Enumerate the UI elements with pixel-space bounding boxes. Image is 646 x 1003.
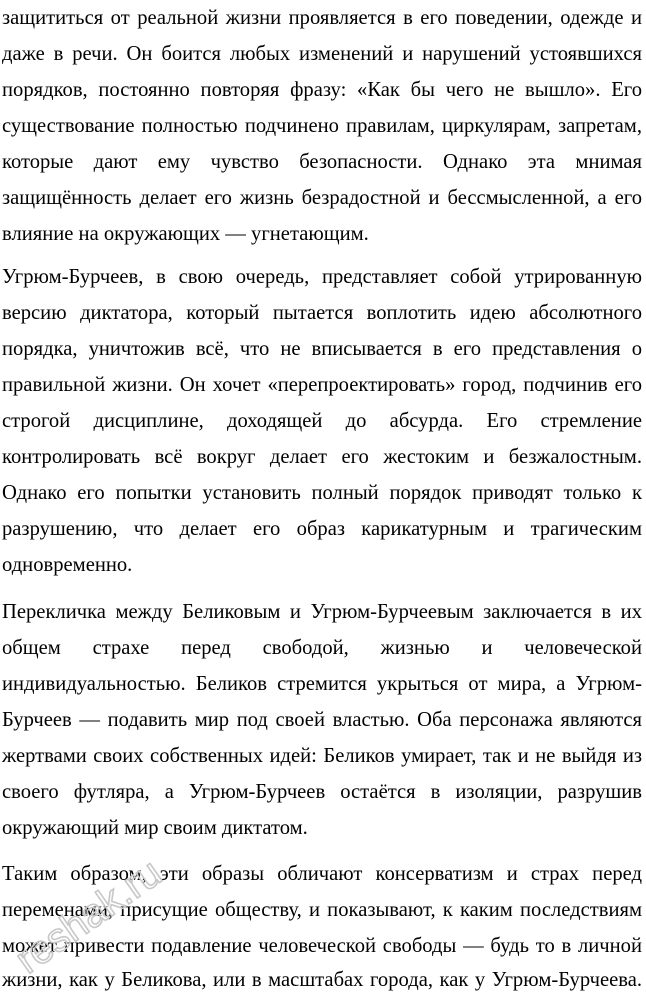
text-line: Угрюм-Бурчеев, в свою очередь, представляет собой утрированную [2,266,642,288]
text-line: индивидуальностью. Беликов стремится укрыться от мира, а Угрюм- [2,673,642,695]
text-line: правильной жизни. Он хочет «перепроектировать» город, подчинив его [2,374,642,396]
text-line: влияние на окружающих — угнетающим. [2,223,369,245]
watermark-text: reshak.ru [7,850,170,983]
text-line: Таким образом, эти образы обличают консерватизм и страх перед [2,863,642,885]
text-line: которые дают ему чувство безопасности. Однако эта мнимая [2,151,642,173]
text-line: строгой дисциплине, доходящей до абсурда. Его стремление [2,410,642,432]
text-line: может привести подавление человеческой свободы — будь то в личной [2,935,642,957]
text-line: окружающий мир своим диктатом. [2,817,308,839]
text-line: общем страхе перед свободой, жизнью и человеческой [2,637,642,659]
text-line: защищённость делает его жизнь безрадостной и бессмысленной, а его [2,187,642,209]
text-line: Однако его попытки установить полный порядок приводят только к [2,482,642,504]
text-line: защититься от реальной жизни проявляется в его поведении, одежде и [2,7,642,29]
text-line: жизни, как у Беликова, или в масштабах города, как у Угрюм-Бурчеева. [2,969,642,991]
text-line: Перекличка между Беликовым и Угрюм-Бурчеевым заключается в их [2,601,642,623]
text-line: даже в речи. Он боится любых изменений и нарушений устоявшихся [2,43,642,65]
text-line: жертвами своих собственных идей: Беликов умирает, так и не выйдя из [2,745,642,767]
text-line: одновременно. [2,554,133,576]
text-line: своего футляра, а Угрюм-Бурчеев остаётся в изоляции, разрушив [2,781,642,803]
text-line: порядка, уничтожив всё, что не вписывается в его представления о [2,338,642,360]
text-line: переменами, присущие обществу, и показывают, к каким последствиям [2,899,642,921]
text-line: существование полностью подчинено правилам, циркулярам, запретам, [2,115,642,137]
text-line: версию диктатора, который пытается воплотить идею абсолютного [2,302,642,324]
text-line: разрушению, что делает его образ карикатурным и трагическим [2,518,642,540]
text-line: Бурчеев — подавить мир под своей властью. Оба персонажа являются [2,709,642,731]
text-line: контролировать всё вокруг делает его жестоким и безжалостным. [2,446,642,468]
text-line: порядков, постоянно повторяя фразу: «Как бы чего не вышло». Его [2,79,642,101]
